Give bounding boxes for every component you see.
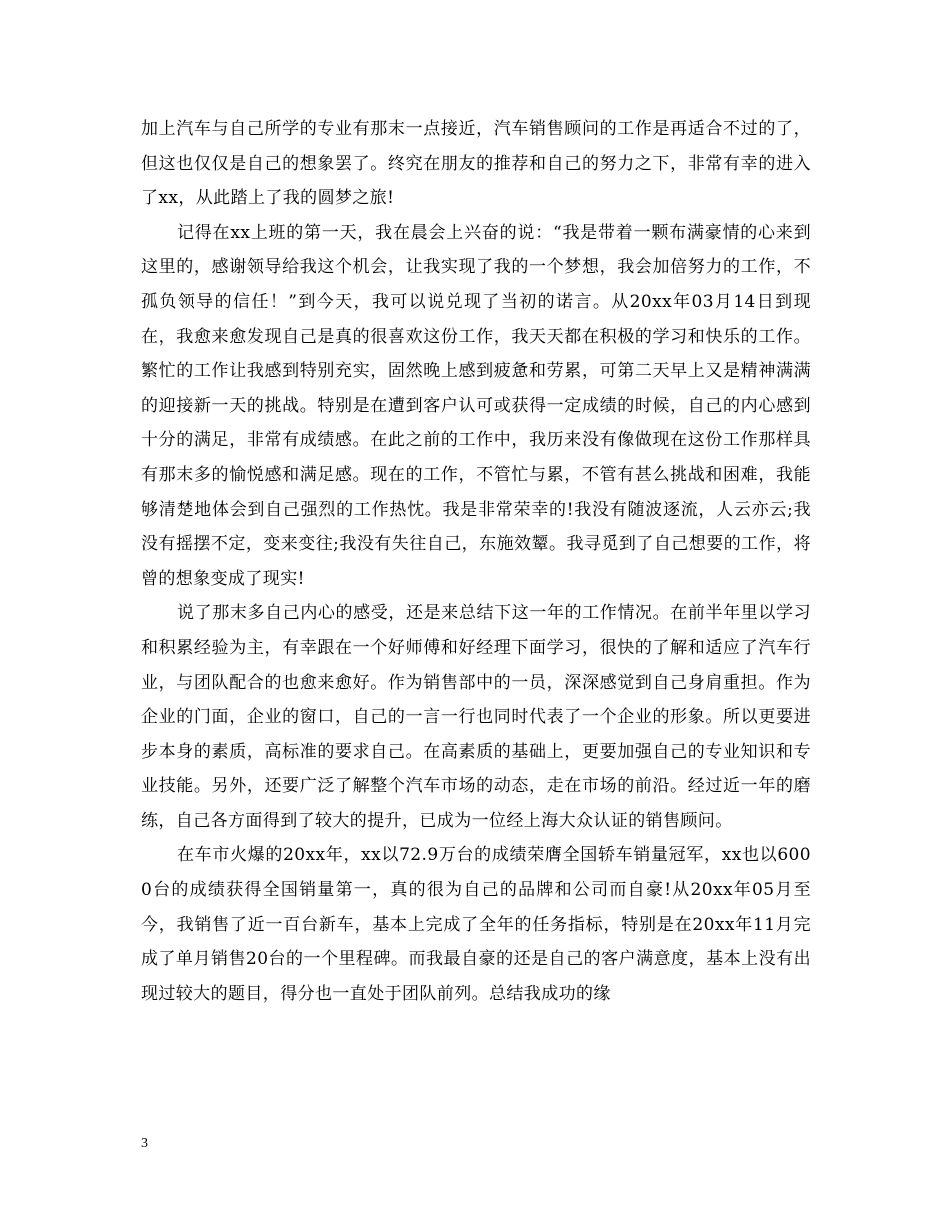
paragraph-3: 说了那末多自己内心的感受，还是来总结下这一年的工作情况。在前半年里以学习和积累经验为主，有幸跟在一个好师傅和好经理下面学习，很快的了解和适应了汽车行业，与团队配合的也愈来愈好。作为销售部中的一员，深深感觉到自己身肩重担。作为企业的门面，企业的窗口，自己的一言一行也同时代表了一个企业的形象。所以更要进步本身的素质，高标准的要求自己。在高素质的基础上，更要加强自己的专业知识和专业技能。另外，还要广泛了解整个汽车市场的动态，走在市场的前沿。经过近一年的磨练，自己各方面得到了较大的提升，已成为一位经上海大众认证的销售顾问。 — [141, 603, 811, 831]
paragraph-1: 加上汽车与自己所学的专业有那末一点接近，汽车销售顾问的工作是再适合不过的了，但这也仅仅是自己的想象罢了。终究在朋友的推荐和自己的努力之下，非常有幸的进入了xx，从此踏上了我的圆梦之旅! — [141, 119, 811, 209]
paragraph-4: 在车市火爆的20xx年，xx以72.9万台的成绩荣膺全国轿车销量冠军，xx也以6000台的成绩获得全国销量第一，真的很为自己的品牌和公司而自豪!从20xx年05月至今，我销售了近一百台新车，基本上完成了全年的任务指标，特别是在20xx年11月完成了单月销售20台的一个里程碑。而我最自豪的还是自己的客户满意度，基本上没有出现过较大的题目，得分也一直处于团队前列。总结我成功的缘 — [141, 845, 811, 1004]
page-number: 3 — [141, 1136, 148, 1151]
paragraph-2: 记得在xx上班的第一天，我在晨会上兴奋的说：“我是带着一颗布满豪情的心来到这里的，感谢领导给我这个机会，让我实现了我的一个梦想，我会加倍努力的工作，不孤负领导的信任！”到今天，我可以说兑现了当初的诺言。从20xx年03月14日到现在，我愈来愈发现自己是真的很喜欢这份工作，我天天都在积极的学习和快乐的工作。繁忙的工作让我感到特别充实，固然晚上感到疲惫和劳累，可第二天早上又是精神满满的迎接新一天的挑战。特别是在遭到客户认可或获得一定成绩的时候，自己的内心感到十分的满足，非常有成绩感。在此之前的工作中，我历来没有像做现在这份工作那样具有那末多的愉悦感和满足感。现在的工作，不管忙与累，不管有甚么挑战和困难，我能够清楚地体会到自己强烈的工作热忱。我是非常荣幸的!我没有随波逐流，人云亦云;我没有摇摆不定，变来变往;我没有失往自己，东施效颦。我寻觅到了自己想要的工作，将曾的想象变成了现实! — [141, 222, 811, 589]
document-body — [141, 112, 811, 1011]
